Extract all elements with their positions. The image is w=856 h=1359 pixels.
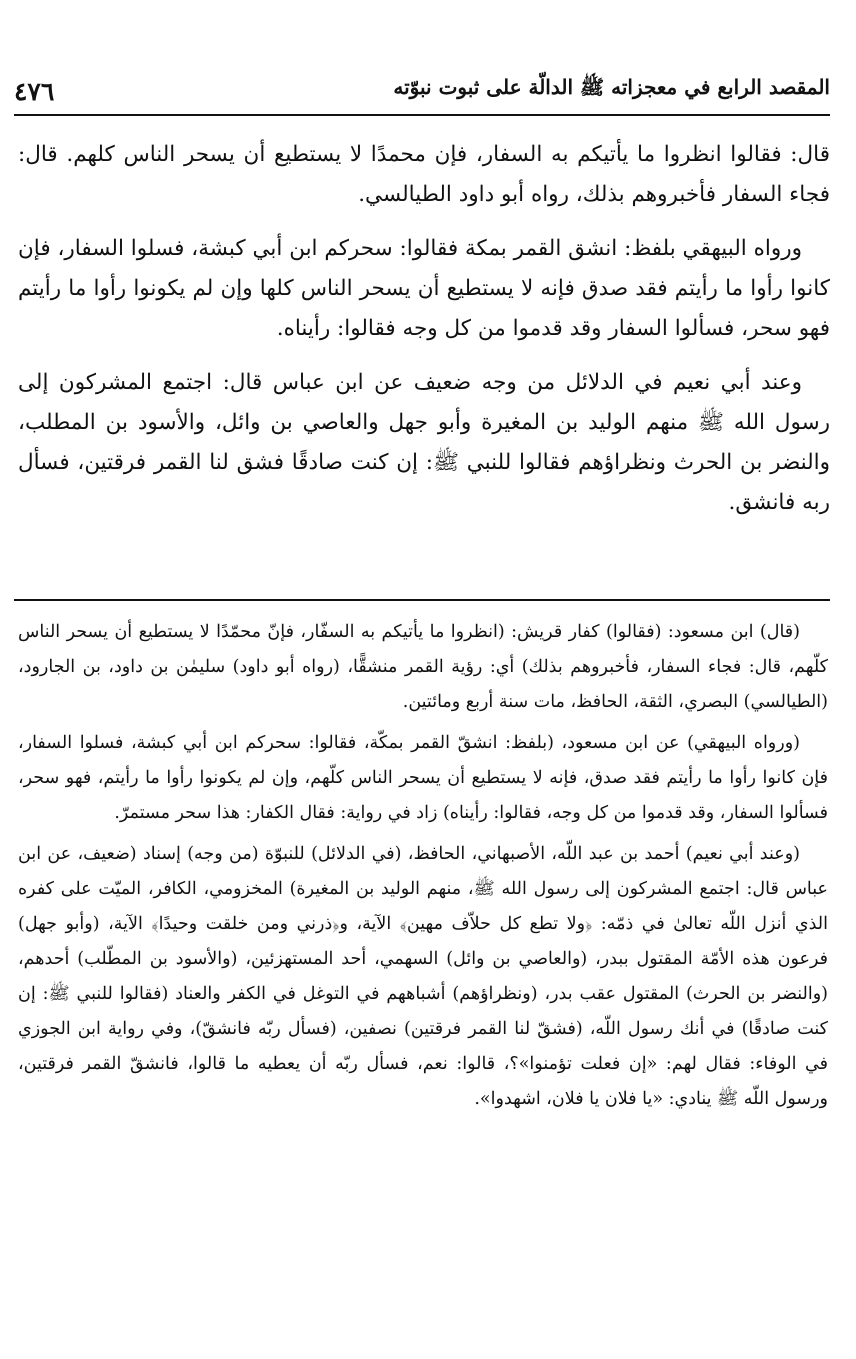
text-divider bbox=[14, 599, 830, 601]
main-text bbox=[18, 135, 830, 537]
commentary-paragraph-3: (وعند أبي نعيم) أحمد بن عبد اللّه، الأصبهاني، الحافظ، (في الدلائل) للنبوّة (من وجه) إسناد (ضعيف، عن ابن عباس قال: اجتمع المشركون إلى رسول الله ﷺ، منهم الوليد بن المغيرة) المخزومي، الكافر، الميّت على كفره الذي أنزل اللّه تعالىٰ في ذمّه: ﴿ولا تطع كل حلاّف مهين﴾ الآية، و﴿ذرني ومن خلقت وحيدًا﴾ الآية، (وأبو جهل) فرعون هذه الأمّة المقتول ببدر، (والعاصي بن وائل) السهمي، أحد المستهزئين، (والأسود بن المطّلب) أحدهم، (والنضر بن الحرث) المقتول عقب بدر، (ونظراؤهم) أشباههم في التوغل في الكفر والعناد (فقالوا للنبي ﷺ: إن كنت صادقًا) في أنك رسول اللّه، (فشقّ لنا القمر فرقتين) نصفين، (فسأل ربّه فانشقّ)، وفي رواية ابن الجوزي في الوفاء: فقال لهم: «إن فعلت تؤمنوا»؟، قالوا: نعم، فسأل ربّه أن يعطيه ما قالوا، فانشقّ القمر فرقتين، ورسول اللّه ﷺ ينادي: «يا فلان يا فلان، اشهدوا». bbox=[18, 844, 828, 1109]
commentary-text bbox=[18, 607, 828, 1123]
main-paragraph-3: وعند أبي نعيم في الدلائل من وجه ضعيف عن ابن عباس قال: اجتمع المشركون إلى رسول الله ﷺ منهم الوليد بن المغيرة وأبو جهل والعاصي بن وائل، والأسود بن المطلب، والنضر بن الحرث ونظراؤهم فقالوا للنبي ﷺ: إن كنت صادقًا فشق لنا القمر فرقتين، فسأل ربه فانشق. bbox=[18, 370, 830, 515]
main-paragraph-2: ورواه البيهقي بلفظ: انشق القمر بمكة فقالوا: سحركم ابن أبي كبشة، فسلوا السفار، فإن كانوا رأوا ما رأيتم فقد صدق فإنه لا يستطيع أن يسحر الناس كلها وإن لم يكونوا رأوا ما رأيتم فهو سحر، فسألوا السفار وقد قدموا من كل وجه فقالوا: رأيناه. bbox=[18, 236, 830, 341]
page-header bbox=[14, 62, 830, 116]
running-title: المقصد الرابع في معجزاته ﷺ الدالّة على ثبوت نبوّته bbox=[393, 75, 830, 99]
page-number: ٤٧٦ bbox=[14, 77, 55, 106]
commentary-paragraph-1: (قال) ابن مسعود: (فقالوا) كفار قريش: (انظروا ما يأتيكم به السفّار، فإنّ محمّدًا لا يستطيع أن يسحر الناس كلّهم، قال: فجاء السفار، فأخبروهم بذلك) أي: رؤية القمر منشقًّا، (رواه أبو داود) سليمٰن بن داود، بن الجارود، (الطيالسي) البصري، الثقة، الحافظ، مات سنة أربع ومائتين. bbox=[18, 622, 828, 712]
commentary-paragraph-2: (ورواه البيهقي) عن ابن مسعود، (بلفظ: انشقّ القمر بمكّة، فقالوا: سحركم ابن أبي كبشة، فسلوا السفار، فإن كانوا رأوا ما رأيتم فقد صدق، فإنه لا يستطيع أن يسحر الناس كلّهم، وإن لم يكونوا رأوا ما رأيتم، فهو سحر، فسألوا السفار، وقد قدموا من كل وجه، فقالوا: رأيناه) زاد في رواية: فقال الكفار: هذا سحر مستمرّ. bbox=[18, 733, 829, 823]
main-paragraph-1: قال: فقالوا انظروا ما يأتيكم به السفار، فإن محمدًا لا يستطيع أن يسحر الناس كلهم. قال: فجاء السفار فأخبروهم بذلك، رواه أبو داود الطيالسي. bbox=[18, 142, 830, 207]
